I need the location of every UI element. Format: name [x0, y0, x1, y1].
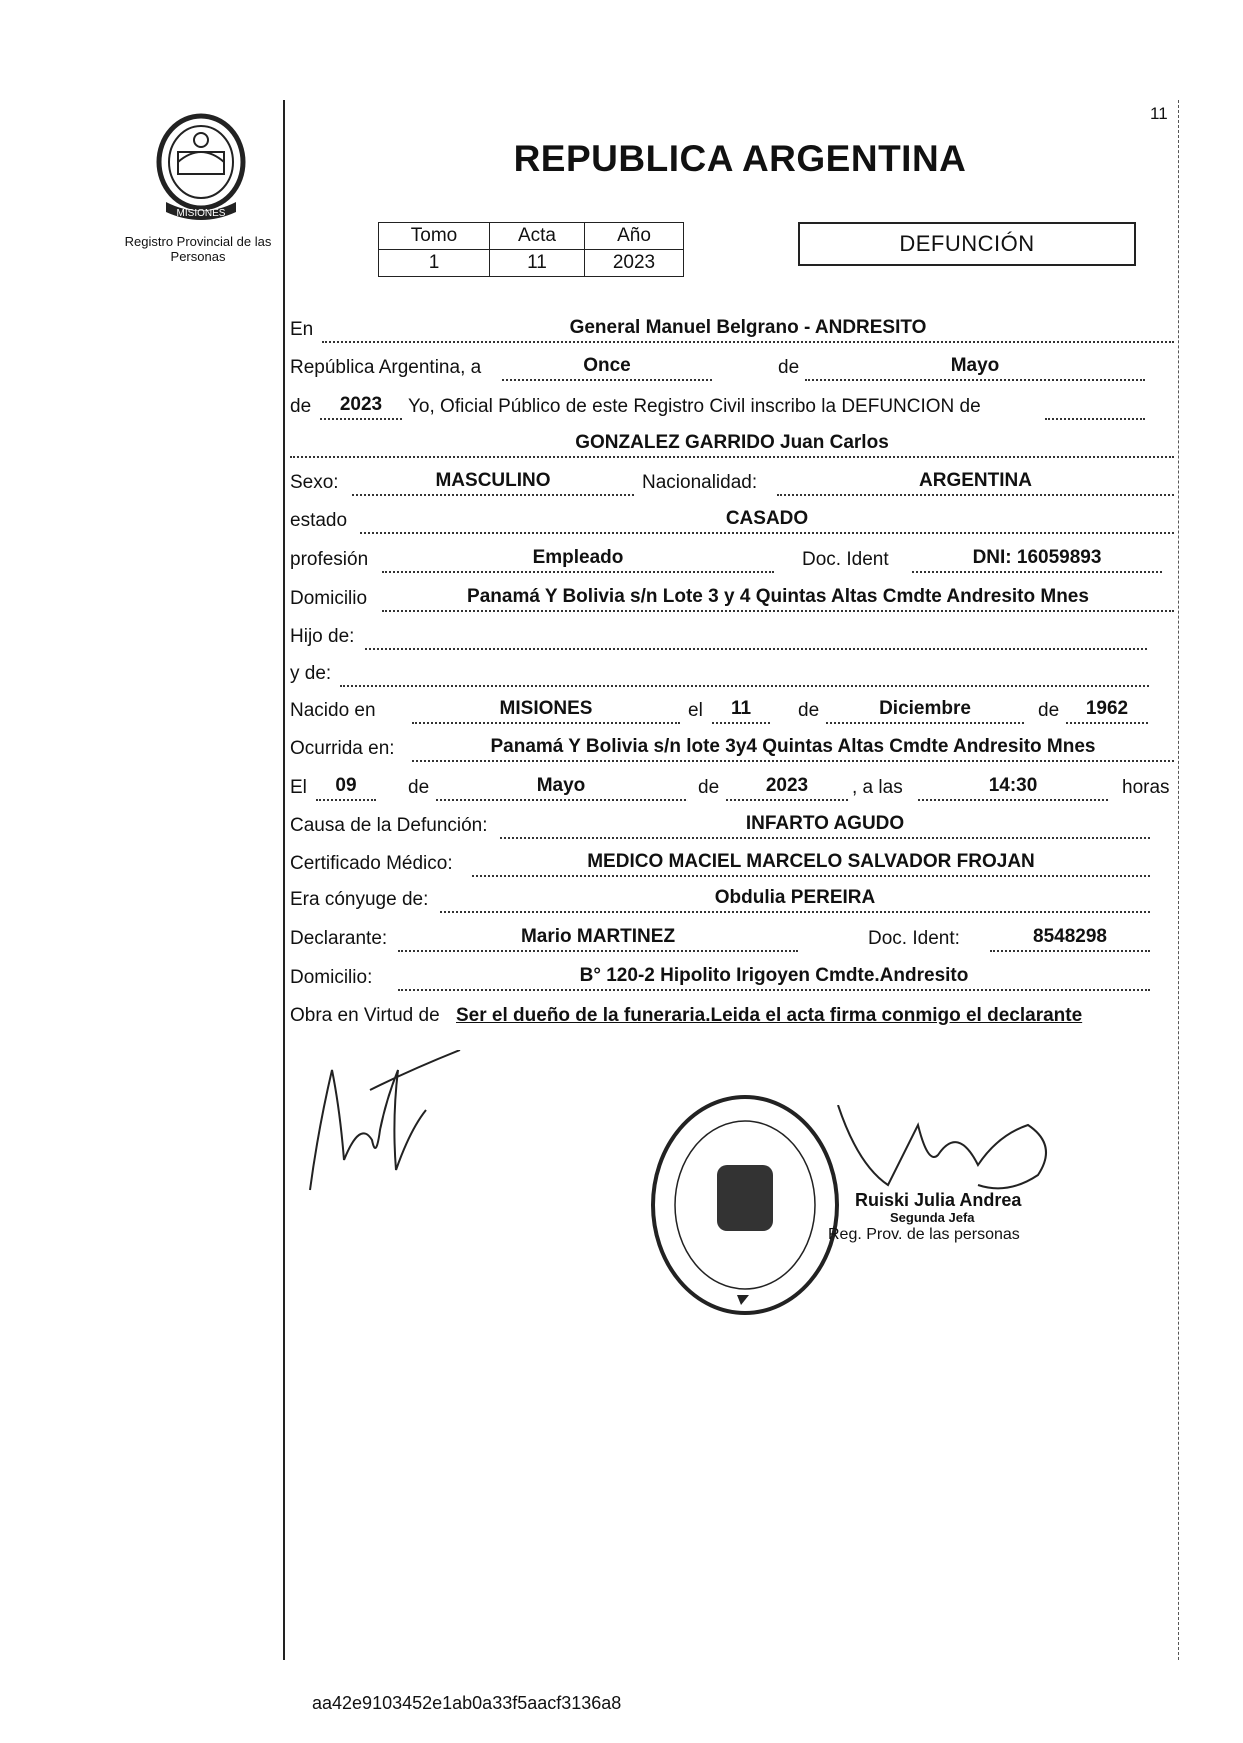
label-estado: estado [290, 510, 348, 531]
page-number: 11 [1150, 104, 1168, 123]
label-de-death-2: de [698, 777, 720, 798]
label-nacido-en: Nacido en [290, 700, 376, 721]
civil-status-value: CASADO [360, 508, 1174, 534]
official-name: Ruiski Julia Andrea [855, 1190, 1022, 1210]
label-conyuge: Era cónyuge de: [290, 889, 429, 910]
left-margin-line [283, 100, 285, 1660]
label-republica: República Argentina, a [290, 357, 482, 378]
label-declarante: Declarante: [290, 928, 388, 949]
birth-day-value: 11 [712, 698, 770, 724]
row-place [290, 313, 1180, 347]
declarant-value: Mario MARTINEZ [398, 926, 798, 952]
provincial-coat-of-arms-icon [148, 112, 254, 224]
acta-header: Acta [490, 223, 585, 250]
label-nacionalidad: Nacionalidad: [642, 472, 758, 493]
label-certificado: Certificado Médico: [290, 853, 453, 874]
label-y-de: y de: [290, 663, 332, 684]
month-value: Mayo [805, 355, 1145, 381]
label-hijo-de: Hijo de: [290, 626, 355, 647]
birth-month-value: Diciembre [826, 698, 1024, 724]
tomo-header: Tomo [379, 223, 490, 250]
birth-place-value: MISIONES [412, 698, 680, 724]
row-and-of [290, 657, 1180, 691]
label-de-birth-2: de [1038, 700, 1060, 721]
row-certificate [290, 847, 1180, 881]
certificate-value: MEDICO MACIEL MARCELO SALVADOR FROJAN [472, 851, 1150, 877]
anio-header: Año [585, 223, 684, 250]
organization-name: Registro Provincial de las Personas [124, 234, 272, 264]
place-value: General Manuel Belgrano - ANDRESITO [322, 317, 1174, 343]
label-ocurrida-en: Ocurrida en: [290, 738, 395, 759]
label-doc-ident-2: Doc. Ident: [868, 928, 960, 949]
row-declarant-address [290, 961, 1180, 995]
row-address [290, 582, 1180, 616]
row-declarant [290, 922, 1180, 956]
label-horas: horas [1122, 777, 1170, 798]
label-sexo: Sexo: [290, 472, 339, 493]
row-cause [290, 809, 1180, 843]
row-spouse [290, 883, 1180, 917]
document-value: DNI: 16059893 [912, 547, 1162, 573]
svg-text:MISIONES: MISIONES [176, 208, 226, 219]
label-obra: Obra en Virtud de [290, 1005, 440, 1026]
row-profession [290, 543, 1180, 577]
parent2-value [340, 661, 1149, 687]
label-de: de [778, 357, 800, 378]
death-month-value: Mayo [436, 775, 686, 801]
declarant-document-value: 8548298 [990, 926, 1150, 952]
label-domicilio: Domicilio [290, 588, 368, 609]
profession-value: Empleado [382, 547, 774, 573]
row-birth [290, 694, 1180, 728]
row-sex-nationality [290, 466, 1180, 500]
deceased-name-value: GONZALEZ GARRIDO Juan Carlos [290, 432, 1174, 458]
anio-value: 2023 [585, 250, 684, 277]
official-role: Segunda Jefa [890, 1210, 975, 1225]
official-office: Reg. Prov. de las personas [828, 1226, 1020, 1243]
row-inscription [290, 390, 1180, 424]
address-value: Panamá Y Bolivia s/n Lote 3 y 4 Quintas Altas Cmdte Andresito Mnes [382, 586, 1174, 612]
tomo-value: 1 [379, 250, 490, 277]
document-title: REPUBLICA ARGENTINA [513, 138, 967, 179]
official-seal-icon [645, 1090, 845, 1320]
by-virtue-value: Ser el dueño de la funeraria.Leida el acta firma conmigo el declarante [456, 1005, 1083, 1026]
death-day-value: 09 [316, 775, 376, 801]
label-a-las: , a las [852, 777, 903, 798]
birth-year-value: 1962 [1066, 698, 1148, 724]
label-doc-ident: Doc. Ident [802, 549, 889, 570]
row-child-of [290, 620, 1180, 654]
row-by-virtue [290, 999, 1180, 1033]
death-year-value: 2023 [726, 775, 848, 801]
cause-value: INFARTO AGUDO [500, 813, 1150, 839]
declarant-address-value: B° 120-2 Hipolito Irigoyen Cmdte.Andresito [398, 965, 1150, 991]
inscribo-trailing-line [1045, 394, 1145, 420]
death-place-value: Panamá Y Bolivia s/n lote 3y4 Quintas Altas Cmdte Andresito Mnes [412, 736, 1174, 762]
record-reference-table [378, 222, 684, 277]
death-time-value: 14:30 [918, 775, 1108, 801]
label-domicilio-2: Domicilio: [290, 967, 373, 988]
row-date [290, 351, 1180, 385]
row-deceased-name [290, 428, 1180, 462]
label-el: el [688, 700, 703, 721]
label-de-birth-1: de [798, 700, 820, 721]
document-hash: aa42e9103452e1ab0a33f5aacf3136a8 [312, 1693, 622, 1713]
sex-value: MASCULINO [352, 470, 634, 496]
nationality-value: ARGENTINA [777, 470, 1174, 496]
label-el-cap: El [290, 777, 307, 798]
record-type-box: DEFUNCIÓN [798, 222, 1136, 266]
day-value: Once [502, 355, 712, 381]
label-inscribo: Yo, Oficial Público de este Registro Civil inscribo la DEFUNCION de [408, 396, 981, 417]
label-profesion: profesión [290, 549, 369, 570]
parent1-value [365, 624, 1147, 650]
label-de-year: de [290, 396, 312, 417]
row-occurred [290, 732, 1180, 766]
year-value: 2023 [320, 394, 402, 420]
acta-value: 11 [490, 250, 585, 277]
label-causa: Causa de la Defunción: [290, 815, 488, 836]
spouse-value: Obdulia PEREIRA [440, 887, 1150, 913]
declarant-signature [300, 1050, 470, 1200]
label-en: En [290, 319, 314, 340]
row-civil-status [290, 504, 1180, 538]
row-death-date [290, 771, 1180, 805]
label-de-death-1: de [408, 777, 430, 798]
